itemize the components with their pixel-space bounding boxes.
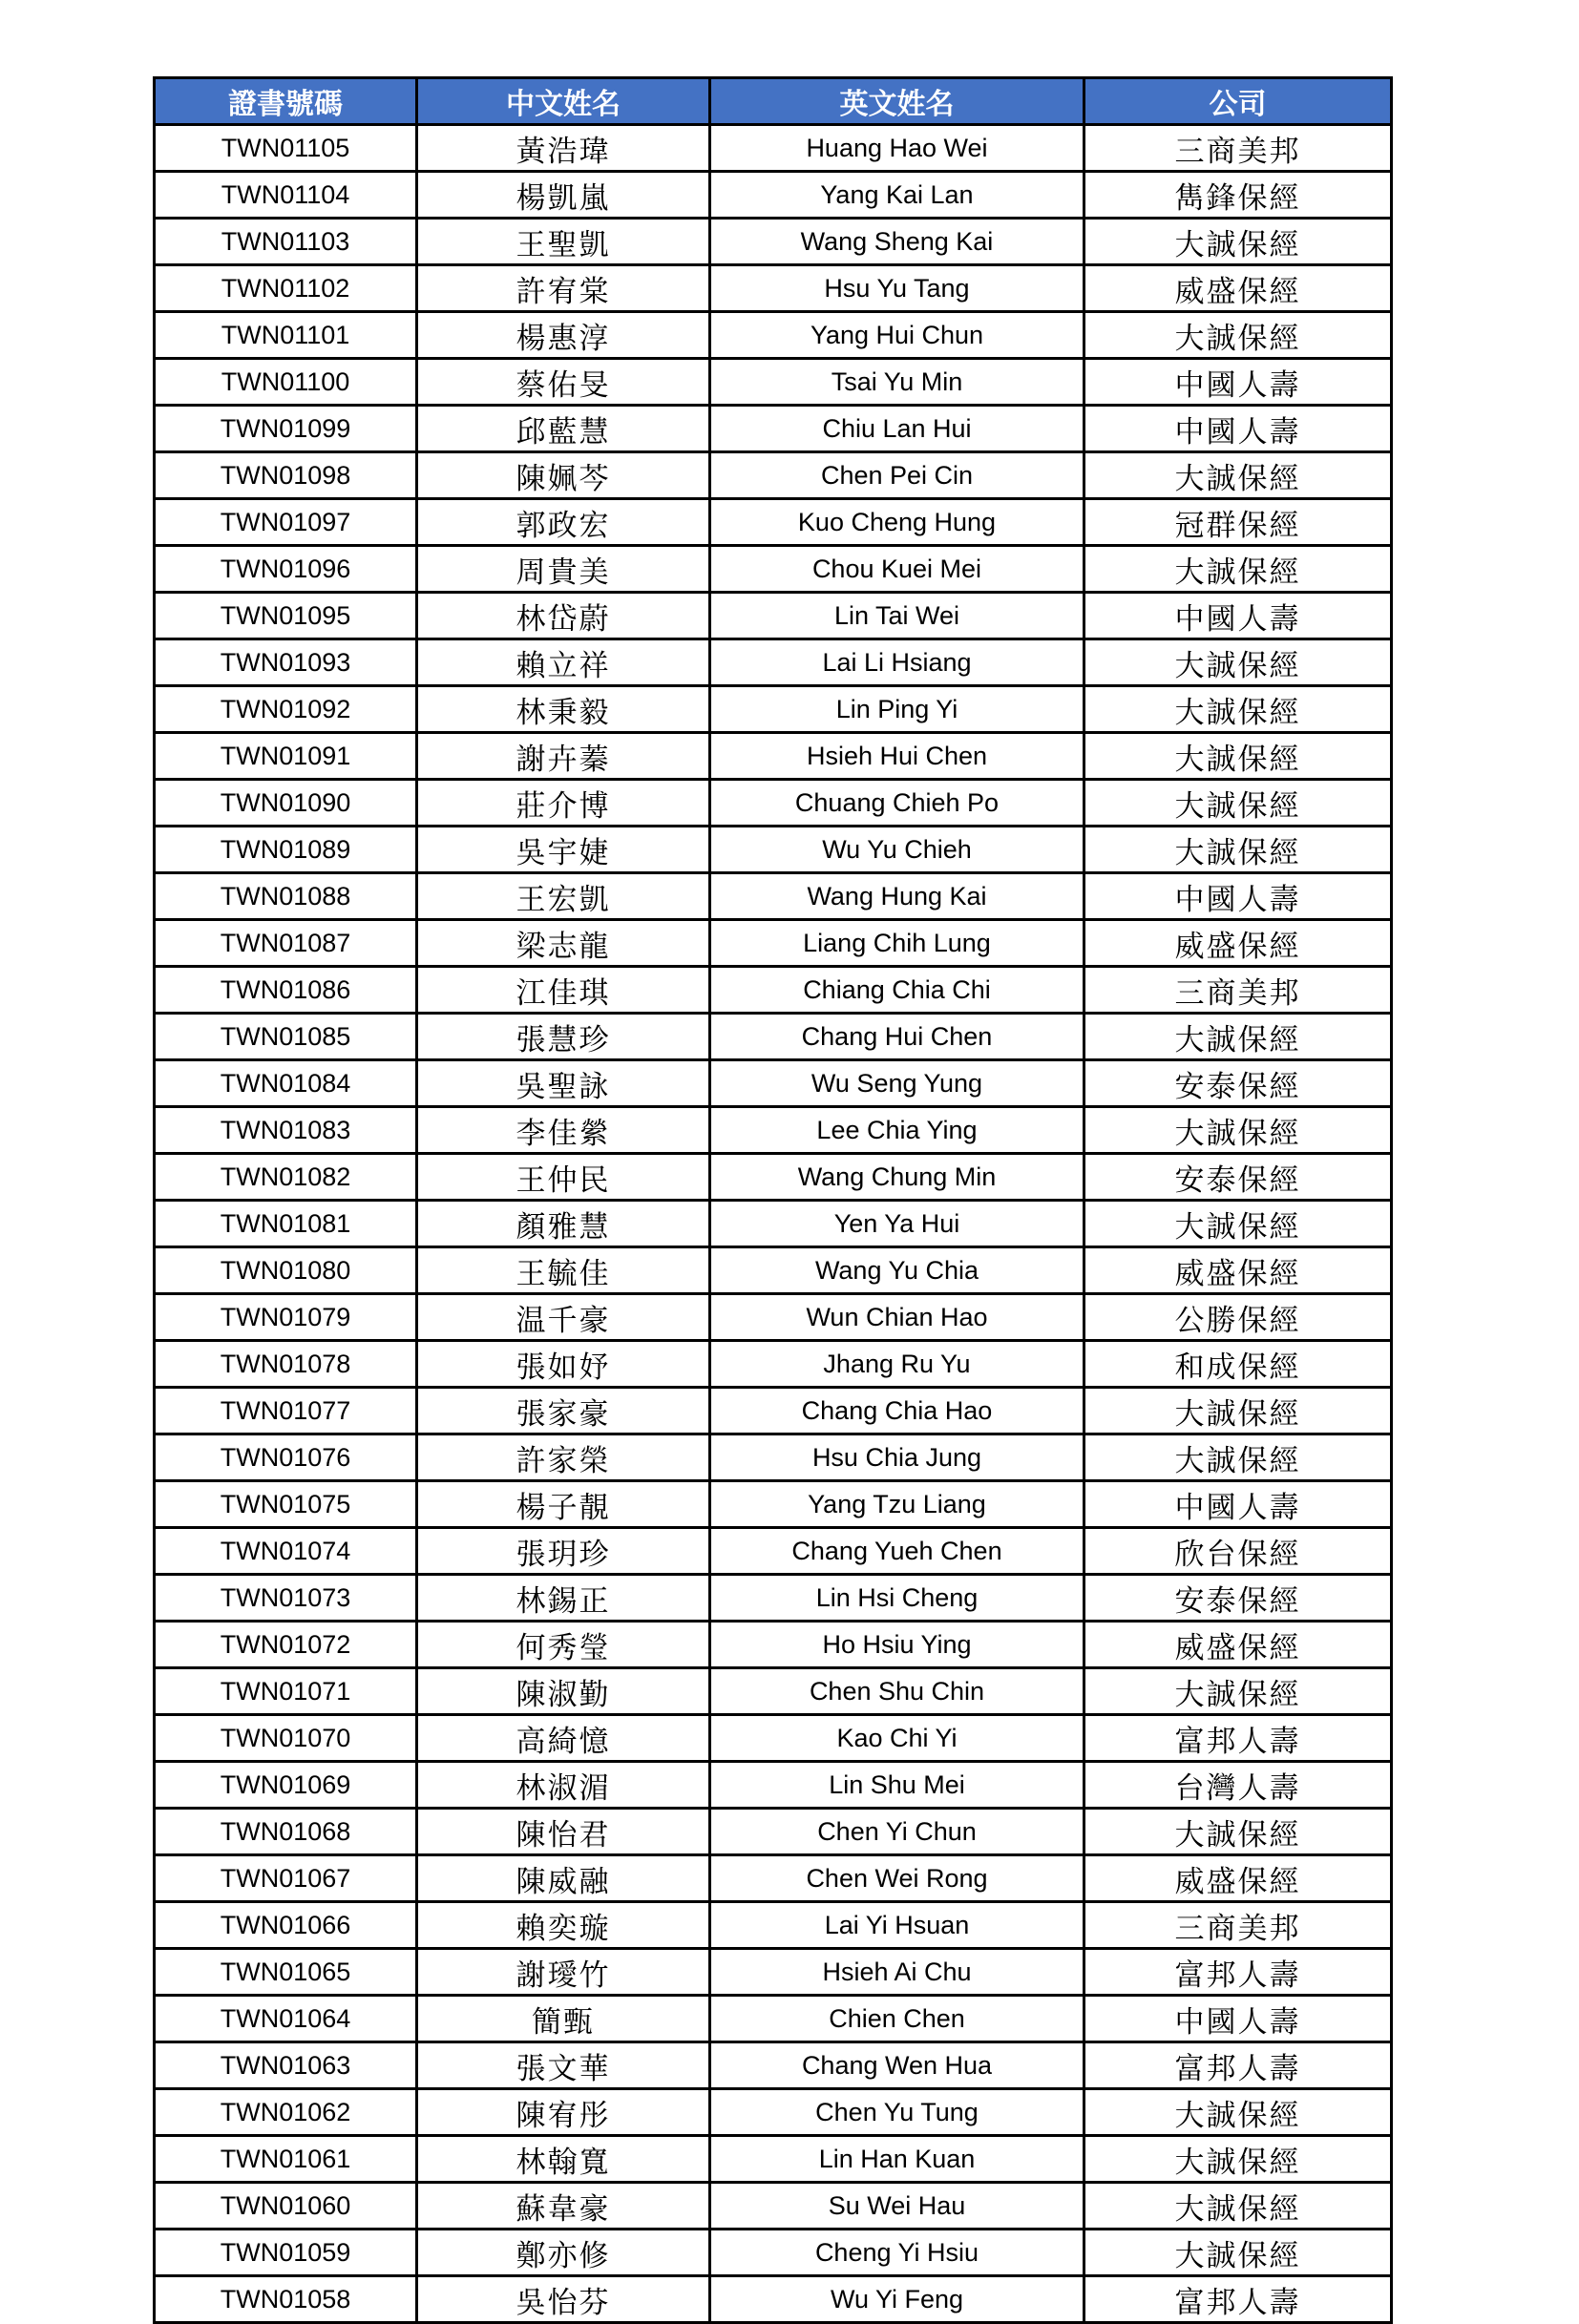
company-cell: 大誠保經 [1084, 827, 1392, 873]
cert-number-cell: TWN01073 [155, 1575, 417, 1622]
english-name-cell: Chen Yu Tung [710, 2089, 1084, 2136]
cert-number-cell: TWN01064 [155, 1996, 417, 2042]
english-name-cell: Yang Tzu Liang [710, 1481, 1084, 1528]
chinese-name-cell: 陳宥彤 [417, 2089, 710, 2136]
english-name-cell: Chen Pei Cin [710, 452, 1084, 499]
cert-number-cell: TWN01072 [155, 1622, 417, 1668]
chinese-name-cell: 王聖凱 [417, 219, 710, 265]
cert-number-cell: TWN01100 [155, 359, 417, 406]
table-row [155, 1762, 1392, 1809]
company-cell: 欣台保經 [1084, 1528, 1392, 1575]
english-name-cell: Yen Ya Hui [710, 1201, 1084, 1247]
table-row [155, 1341, 1392, 1388]
chinese-name-cell: 蔡佑旻 [417, 359, 710, 406]
company-cell: 雋鋒保經 [1084, 172, 1392, 219]
chinese-name-cell: 林淑湄 [417, 1762, 710, 1809]
company-cell: 威盛保經 [1084, 920, 1392, 967]
chinese-name-cell: 陳怡君 [417, 1809, 710, 1855]
cert-number-cell: TWN01066 [155, 1902, 417, 1949]
chinese-name-cell: 江佳琪 [417, 967, 710, 1014]
cert-number-cell: TWN01076 [155, 1434, 417, 1481]
company-cell: 大誠保經 [1084, 312, 1392, 359]
table-row [155, 546, 1392, 593]
chinese-name-cell: 郭政宏 [417, 499, 710, 546]
cert-number-cell: TWN01104 [155, 172, 417, 219]
certificate-table [153, 76, 1393, 2324]
english-name-cell: Wang Sheng Kai [710, 219, 1084, 265]
cert-number-cell: TWN01080 [155, 1247, 417, 1294]
table-row [155, 1014, 1392, 1060]
english-name-cell: Wu Yu Chieh [710, 827, 1084, 873]
table-row [155, 2042, 1392, 2089]
english-name-cell: Ho Hsiu Ying [710, 1622, 1084, 1668]
table-header [155, 78, 1392, 125]
cert-number-cell: TWN01086 [155, 967, 417, 1014]
table-row [155, 1060, 1392, 1107]
chinese-name-cell: 吳宇婕 [417, 827, 710, 873]
table-row [155, 593, 1392, 639]
company-cell: 中國人壽 [1084, 406, 1392, 452]
table-row [155, 219, 1392, 265]
cert-number-cell: TWN01084 [155, 1060, 417, 1107]
chinese-name-cell: 賴奕璇 [417, 1902, 710, 1949]
company-cell: 安泰保經 [1084, 1575, 1392, 1622]
english-name-cell: Wang Hung Kai [710, 873, 1084, 920]
company-cell: 大誠保經 [1084, 2183, 1392, 2230]
company-cell: 富邦人壽 [1084, 1949, 1392, 1996]
table-row [155, 780, 1392, 827]
cert-number-cell: TWN01061 [155, 2136, 417, 2183]
cert-number-cell: TWN01067 [155, 1855, 417, 1902]
table-row [155, 1201, 1392, 1247]
chinese-name-cell: 王宏凱 [417, 873, 710, 920]
chinese-name-cell: 張玥珍 [417, 1528, 710, 1575]
chinese-name-cell: 莊介博 [417, 780, 710, 827]
cert-number-cell: TWN01071 [155, 1668, 417, 1715]
english-name-cell: Chou Kuei Mei [710, 546, 1084, 593]
company-cell: 大誠保經 [1084, 1388, 1392, 1434]
english-name-cell: Chang Wen Hua [710, 2042, 1084, 2089]
company-cell: 大誠保經 [1084, 1107, 1392, 1154]
table-row [155, 2276, 1392, 2323]
table-row [155, 686, 1392, 733]
cert-number-cell: TWN01101 [155, 312, 417, 359]
cert-number-cell: TWN01105 [155, 125, 417, 172]
company-cell: 三商美邦 [1084, 1902, 1392, 1949]
english-name-cell: Wu Seng Yung [710, 1060, 1084, 1107]
english-name-cell: Lai Yi Hsuan [710, 1902, 1084, 1949]
chinese-name-cell: 賴立祥 [417, 639, 710, 686]
company-cell: 中國人壽 [1084, 1481, 1392, 1528]
english-name-cell: Lai Li Hsiang [710, 639, 1084, 686]
table-row [155, 1481, 1392, 1528]
cert-number-cell: TWN01079 [155, 1294, 417, 1341]
table-row [155, 1107, 1392, 1154]
english-name-cell: Chen Yi Chun [710, 1809, 1084, 1855]
company-cell: 富邦人壽 [1084, 2042, 1392, 2089]
company-cell: 富邦人壽 [1084, 1715, 1392, 1762]
table-row [155, 1154, 1392, 1201]
english-name-cell: Tsai Yu Min [710, 359, 1084, 406]
chinese-name-cell: 謝璦竹 [417, 1949, 710, 1996]
company-cell: 安泰保經 [1084, 1154, 1392, 1201]
table-row [155, 2230, 1392, 2276]
cert-number-cell: TWN01095 [155, 593, 417, 639]
cert-number-cell: TWN01068 [155, 1809, 417, 1855]
company-cell: 和成保經 [1084, 1341, 1392, 1388]
header-row [155, 78, 1392, 125]
cert-number-cell: TWN01085 [155, 1014, 417, 1060]
table-row [155, 1528, 1392, 1575]
cert-number-cell: TWN01090 [155, 780, 417, 827]
cert-number-cell: TWN01059 [155, 2230, 417, 2276]
chinese-name-cell: 張慧珍 [417, 1014, 710, 1060]
company-cell: 大誠保經 [1084, 1014, 1392, 1060]
english-name-cell: Cheng Yi Hsiu [710, 2230, 1084, 2276]
table-row [155, 2136, 1392, 2183]
chinese-name-cell: 陳姵芩 [417, 452, 710, 499]
chinese-name-cell: 張家豪 [417, 1388, 710, 1434]
cert-number-cell: TWN01075 [155, 1481, 417, 1528]
table-row [155, 125, 1392, 172]
company-cell: 大誠保經 [1084, 1434, 1392, 1481]
chinese-name-cell: 鄭亦修 [417, 2230, 710, 2276]
table-row [155, 359, 1392, 406]
english-name-cell: Hsieh Hui Chen [710, 733, 1084, 780]
company-cell: 威盛保經 [1084, 1855, 1392, 1902]
english-name-cell: Jhang Ru Yu [710, 1341, 1084, 1388]
company-cell: 大誠保經 [1084, 452, 1392, 499]
chinese-name-cell: 梁志龍 [417, 920, 710, 967]
chinese-name-cell: 楊凱嵐 [417, 172, 710, 219]
chinese-name-cell: 楊子靚 [417, 1481, 710, 1528]
chinese-name-cell: 吳怡芬 [417, 2276, 710, 2323]
table-row [155, 172, 1392, 219]
company-cell: 大誠保經 [1084, 686, 1392, 733]
chinese-name-cell: 顏雅慧 [417, 1201, 710, 1247]
english-name-cell: Su Wei Hau [710, 2183, 1084, 2230]
table-row [155, 1294, 1392, 1341]
chinese-name-cell: 許宥棠 [417, 265, 710, 312]
english-name-cell: Yang Kai Lan [710, 172, 1084, 219]
english-name-cell: Chang Yueh Chen [710, 1528, 1084, 1575]
english-name-cell: Chang Hui Chen [710, 1014, 1084, 1060]
company-cell: 中國人壽 [1084, 359, 1392, 406]
cert-number-cell: TWN01078 [155, 1341, 417, 1388]
chinese-name-cell: 簡甄 [417, 1996, 710, 2042]
company-cell: 大誠保經 [1084, 2136, 1392, 2183]
header-english-name: 英文姓名 [710, 78, 1084, 125]
table-row [155, 1996, 1392, 2042]
table-row [155, 827, 1392, 873]
english-name-cell: Lin Han Kuan [710, 2136, 1084, 2183]
table-row [155, 1247, 1392, 1294]
company-cell: 威盛保經 [1084, 1247, 1392, 1294]
table-row [155, 406, 1392, 452]
cert-number-cell: TWN01082 [155, 1154, 417, 1201]
cert-number-cell: TWN01074 [155, 1528, 417, 1575]
table-row [155, 1434, 1392, 1481]
cert-number-cell: TWN01088 [155, 873, 417, 920]
header-chinese-name: 中文姓名 [417, 78, 710, 125]
english-name-cell: Chen Wei Rong [710, 1855, 1084, 1902]
english-name-cell: Kuo Cheng Hung [710, 499, 1084, 546]
chinese-name-cell: 林錫正 [417, 1575, 710, 1622]
table-row [155, 2183, 1392, 2230]
cert-number-cell: TWN01099 [155, 406, 417, 452]
english-name-cell: Huang Hao Wei [710, 125, 1084, 172]
table-row [155, 639, 1392, 686]
chinese-name-cell: 林秉毅 [417, 686, 710, 733]
chinese-name-cell: 温千豪 [417, 1294, 710, 1341]
table-row [155, 967, 1392, 1014]
company-cell: 安泰保經 [1084, 1060, 1392, 1107]
cert-number-cell: TWN01092 [155, 686, 417, 733]
company-cell: 大誠保經 [1084, 780, 1392, 827]
table-row [155, 1575, 1392, 1622]
cert-number-cell: TWN01069 [155, 1762, 417, 1809]
chinese-name-cell: 張如妤 [417, 1341, 710, 1388]
chinese-name-cell: 周貴美 [417, 546, 710, 593]
chinese-name-cell: 楊惠淳 [417, 312, 710, 359]
table-row [155, 452, 1392, 499]
english-name-cell: Hsu Yu Tang [710, 265, 1084, 312]
company-cell: 大誠保經 [1084, 1668, 1392, 1715]
chinese-name-cell: 陳威融 [417, 1855, 710, 1902]
company-cell: 大誠保經 [1084, 639, 1392, 686]
english-name-cell: Wu Yi Feng [710, 2276, 1084, 2323]
cert-number-cell: TWN01102 [155, 265, 417, 312]
cert-number-cell: TWN01063 [155, 2042, 417, 2089]
english-name-cell: Hsu Chia Jung [710, 1434, 1084, 1481]
company-cell: 中國人壽 [1084, 1996, 1392, 2042]
english-name-cell: Chuang Chieh Po [710, 780, 1084, 827]
cert-number-cell: TWN01065 [155, 1949, 417, 1996]
company-cell: 大誠保經 [1084, 2089, 1392, 2136]
table-row [155, 2089, 1392, 2136]
company-cell: 冠群保經 [1084, 499, 1392, 546]
chinese-name-cell: 吳聖詠 [417, 1060, 710, 1107]
english-name-cell: Chang Chia Hao [710, 1388, 1084, 1434]
table-row [155, 1949, 1392, 1996]
company-cell: 中國人壽 [1084, 873, 1392, 920]
table-row [155, 1388, 1392, 1434]
table-row [155, 1902, 1392, 1949]
cert-number-cell: TWN01096 [155, 546, 417, 593]
cert-number-cell: TWN01058 [155, 2276, 417, 2323]
chinese-name-cell: 王仲民 [417, 1154, 710, 1201]
table-row [155, 873, 1392, 920]
english-name-cell: Wang Yu Chia [710, 1247, 1084, 1294]
english-name-cell: Lin Shu Mei [710, 1762, 1084, 1809]
chinese-name-cell: 李佳縈 [417, 1107, 710, 1154]
cert-number-cell: TWN01098 [155, 452, 417, 499]
cert-number-cell: TWN01093 [155, 639, 417, 686]
english-name-cell: Yang Hui Chun [710, 312, 1084, 359]
company-cell: 台灣人壽 [1084, 1762, 1392, 1809]
table-row [155, 1855, 1392, 1902]
chinese-name-cell: 蘇韋豪 [417, 2183, 710, 2230]
cert-number-cell: TWN01070 [155, 1715, 417, 1762]
cert-number-cell: TWN01103 [155, 219, 417, 265]
company-cell: 中國人壽 [1084, 593, 1392, 639]
cert-number-cell: TWN01091 [155, 733, 417, 780]
english-name-cell: Chiang Chia Chi [710, 967, 1084, 1014]
company-cell: 大誠保經 [1084, 2230, 1392, 2276]
table-row [155, 1622, 1392, 1668]
table-row [155, 499, 1392, 546]
chinese-name-cell: 陳淑勤 [417, 1668, 710, 1715]
cert-number-cell: TWN01083 [155, 1107, 417, 1154]
cert-number-cell: TWN01081 [155, 1201, 417, 1247]
english-name-cell: Lin Ping Yi [710, 686, 1084, 733]
company-cell: 大誠保經 [1084, 1201, 1392, 1247]
table-body [155, 125, 1392, 2323]
english-name-cell: Chen Shu Chin [710, 1668, 1084, 1715]
chinese-name-cell: 張文華 [417, 2042, 710, 2089]
company-cell: 富邦人壽 [1084, 2276, 1392, 2323]
english-name-cell: Chiu Lan Hui [710, 406, 1084, 452]
company-cell: 大誠保經 [1084, 733, 1392, 780]
cert-number-cell: TWN01060 [155, 2183, 417, 2230]
chinese-name-cell: 黃浩瑋 [417, 125, 710, 172]
chinese-name-cell: 謝卉蓁 [417, 733, 710, 780]
table-row [155, 920, 1392, 967]
chinese-name-cell: 林翰寬 [417, 2136, 710, 2183]
table-row [155, 733, 1392, 780]
english-name-cell: Wang Chung Min [710, 1154, 1084, 1201]
company-cell: 公勝保經 [1084, 1294, 1392, 1341]
english-name-cell: Hsieh Ai Chu [710, 1949, 1084, 1996]
chinese-name-cell: 高綺憶 [417, 1715, 710, 1762]
table-row [155, 265, 1392, 312]
english-name-cell: Lee Chia Ying [710, 1107, 1084, 1154]
chinese-name-cell: 王毓佳 [417, 1247, 710, 1294]
cert-number-cell: TWN01097 [155, 499, 417, 546]
cert-number-cell: TWN01087 [155, 920, 417, 967]
company-cell: 威盛保經 [1084, 1622, 1392, 1668]
table-row [155, 1715, 1392, 1762]
english-name-cell: Lin Hsi Cheng [710, 1575, 1084, 1622]
company-cell: 大誠保經 [1084, 1809, 1392, 1855]
english-name-cell: Chien Chen [710, 1996, 1084, 2042]
chinese-name-cell: 邱藍慧 [417, 406, 710, 452]
english-name-cell: Liang Chih Lung [710, 920, 1084, 967]
english-name-cell: Lin Tai Wei [710, 593, 1084, 639]
cert-number-cell: TWN01077 [155, 1388, 417, 1434]
table-row [155, 1668, 1392, 1715]
header-cert-number: 證書號碼 [155, 78, 417, 125]
chinese-name-cell: 林岱蔚 [417, 593, 710, 639]
cert-number-cell: TWN01062 [155, 2089, 417, 2136]
cert-number-cell: TWN01089 [155, 827, 417, 873]
table-row [155, 312, 1392, 359]
company-cell: 大誠保經 [1084, 546, 1392, 593]
english-name-cell: Wun Chian Hao [710, 1294, 1084, 1341]
company-cell: 三商美邦 [1084, 967, 1392, 1014]
company-cell: 三商美邦 [1084, 125, 1392, 172]
chinese-name-cell: 許家榮 [417, 1434, 710, 1481]
company-cell: 大誠保經 [1084, 219, 1392, 265]
company-cell: 威盛保經 [1084, 265, 1392, 312]
chinese-name-cell: 何秀瑩 [417, 1622, 710, 1668]
table-row [155, 1809, 1392, 1855]
english-name-cell: Kao Chi Yi [710, 1715, 1084, 1762]
header-company: 公司 [1084, 78, 1392, 125]
